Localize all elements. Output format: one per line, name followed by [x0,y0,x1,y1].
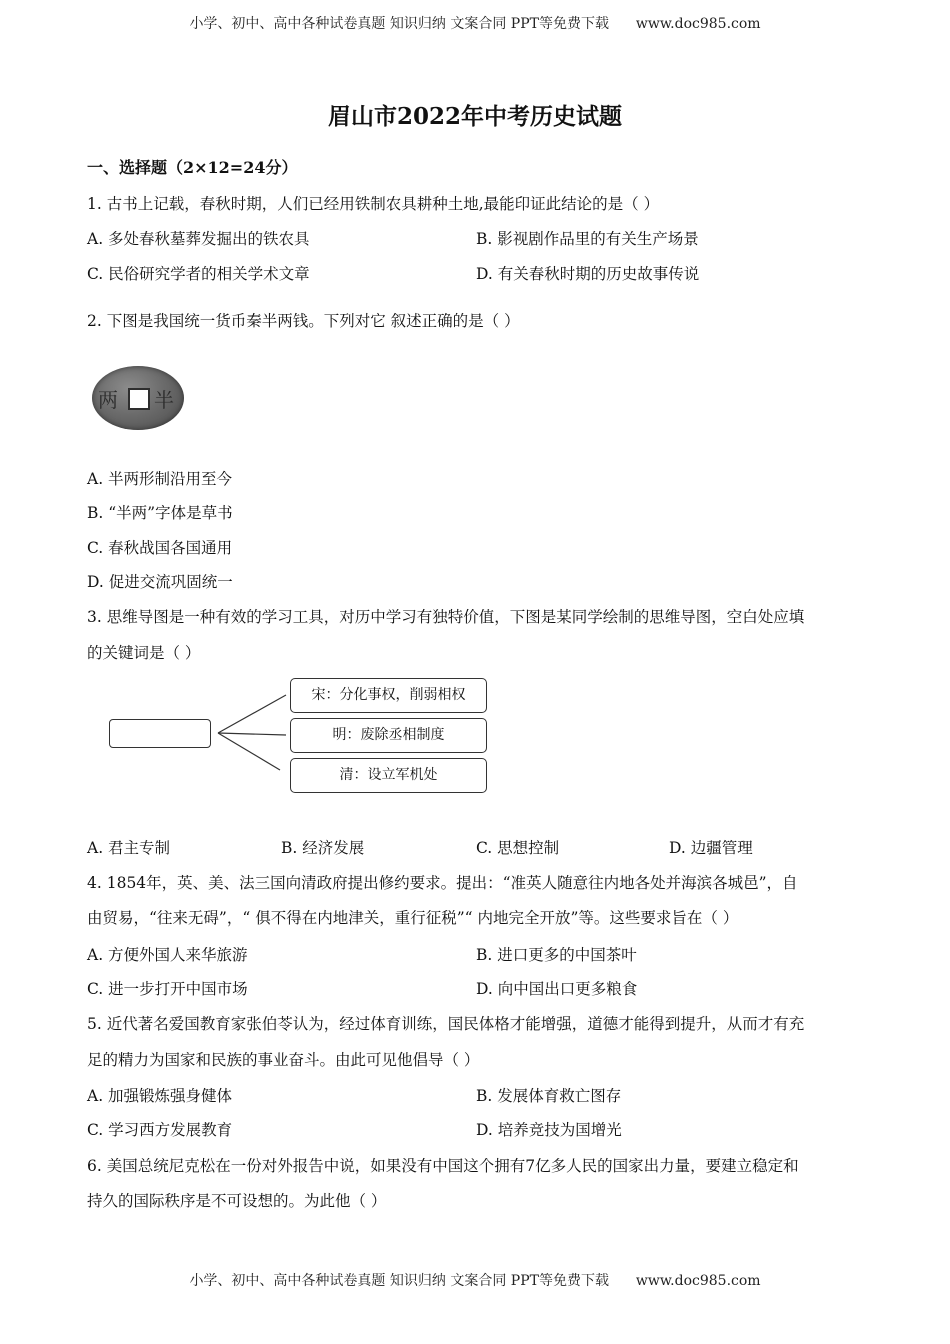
question-1-option-c[interactable]: C. 民俗研究学者的相关学术文章 [87,265,310,283]
question-3-stem-line1: 3. 思维导图是一种有效的学习工具，对历中学习有独特价值，下图是某同学绘制的思维导图，空白处应填 [87,608,805,626]
question-3-stem-line2: 的关键词是（ ） [87,644,201,662]
connector-ming [218,733,286,735]
question-3-option-c[interactable]: C. 思想控制 [476,839,560,857]
question-4-option-a[interactable]: A. 方便外国人来华旅游 [87,946,248,964]
question-3-option-d[interactable]: D. 边疆管理 [669,839,753,857]
header-text: 小学、初中、高中各种试卷真题 知识归纳 文案合同 PPT等免费下载 [189,16,609,32]
coin-char-right: 半 [154,388,174,412]
page-title: 眉山市2022年中考历史试题 [327,103,622,130]
question-1-option-d[interactable]: D. 有关春秋时期的历史故事传说 [476,265,700,283]
question-4-option-b[interactable]: B. 进口更多的中国茶叶 [476,946,637,964]
footer-site-link[interactable]: www.doc985.com [635,1273,761,1289]
question-1-option-b[interactable]: B. 影视剧作品里的有关生产场景 [476,230,699,248]
mind-map-box-qing: 清：设立军机处 [290,758,487,793]
mind-map-box-song: 宋：分化事权，削弱相权 [290,678,487,713]
question-5-option-a[interactable]: A. 加强锻炼强身健体 [87,1087,233,1105]
header-site-link[interactable]: www.doc985.com [635,16,761,32]
question-4-stem-line1: 4. 1854年，英、美、法三国向清政府提出修约要求。提出：“准英人随意往内地各处并海滨各城邑”，自 [87,874,798,892]
connector-qing [218,733,280,770]
section-heading: 一、选择题（2×12=24分） [87,158,298,177]
footer-text: 小学、初中、高中各种试卷真题 知识归纳 文案合同 PPT等免费下载 [189,1273,609,1289]
question-5-option-d[interactable]: D. 培养竞技为国增光 [476,1121,622,1139]
question-2-option-c[interactable]: C. 春秋战国各国通用 [87,539,233,557]
question-4-stem-line2: 由贸易，“往来无碍”，“ 俱不得在内地津关，重行征税”“ 内地完全开放”等。这些要求旨在（ ） [87,909,739,927]
question-5-option-b[interactable]: B. 发展体育救亡图存 [476,1087,622,1105]
question-2-option-d[interactable]: D. 促进交流巩固统一 [87,573,233,591]
question-3-option-b[interactable]: B. 经济发展 [281,839,365,857]
question-6-stem-line1: 6. 美国总统尼克松在一份对外报告中说，如果没有中国这个拥有7亿多人民的国家出力量，要建立稳定和 [87,1157,799,1175]
question-2-stem: 2. 下图是我国统一货币秦半两钱。下列对它 叙述正确的是（ ） [87,312,520,330]
connector-song [218,695,286,733]
question-1-option-a[interactable]: A. 多处春秋墓葬发掘出的铁农具 [87,230,310,248]
coin-char-left: 两 [98,388,118,412]
question-1-stem: 1. 古书上记载，春秋时期，人们已经用铁制农具耕种土地,最能印证此结论的是（ ） [87,195,660,213]
question-6-stem-line2: 持久的国际秩序是不可设想的。为此他（ ） [87,1192,387,1210]
page-footer [0,1270,950,1290]
question-3-option-a[interactable]: A. 君主专制 [87,839,171,857]
question-4-option-d[interactable]: D. 向中国出口更多粮食 [476,980,638,998]
question-5-option-c[interactable]: C. 学习西方发展教育 [87,1121,233,1139]
question-2-option-a[interactable]: A. 半两形制沿用至今 [87,470,233,488]
question-4-option-c[interactable]: C. 进一步打开中国市场 [87,980,248,998]
question-5-stem-line1: 5. 近代著名爱国教育家张伯苓认为，经过体育训练，国民体格才能增强，道德才能得到提升，从而才有充 [87,1015,805,1033]
question-2-option-b[interactable]: B. “半两”字体是草书 [87,504,233,522]
mind-map-box-ming: 明：废除丞相制度 [290,718,487,753]
question-5-stem-line2: 足的精力为国家和民族的事业奋斗。由此可见他倡导（ ） [87,1051,480,1069]
